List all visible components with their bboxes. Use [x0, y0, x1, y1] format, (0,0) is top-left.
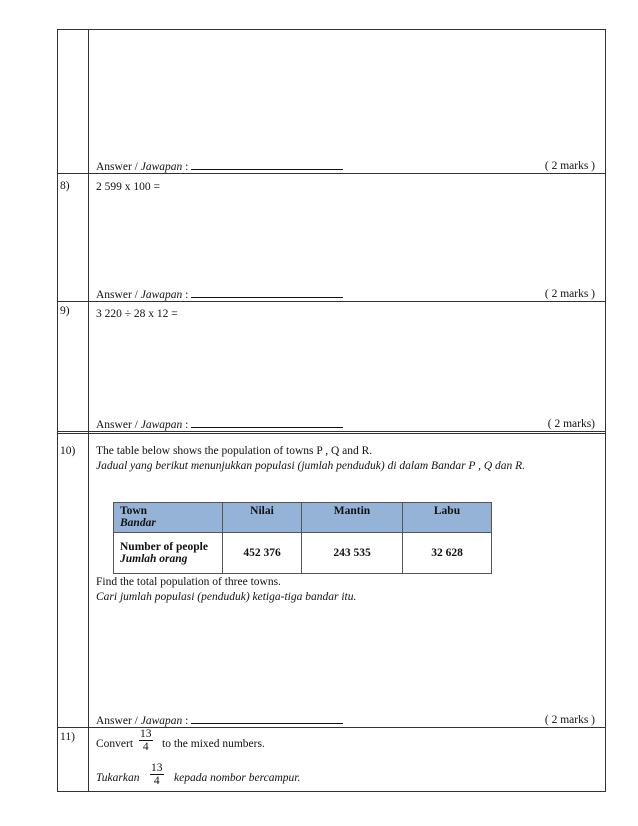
q10-answer-line: Answer / Jawapan : — [96, 714, 343, 727]
q11-convert-pre: Convert — [96, 738, 134, 750]
q9-answer-blank[interactable] — [191, 418, 343, 428]
q10-answer-blank[interactable] — [191, 714, 343, 724]
value-nilai: 452 376 — [223, 533, 302, 574]
q9-number: 9) — [60, 305, 70, 317]
q11-ms-pre: Tukarkan — [96, 772, 140, 784]
q7-answer-blank[interactable] — [191, 160, 343, 170]
people-label-cell: Number of people Jumlah orang — [114, 533, 223, 574]
q9-marks: ( 2 marks) — [547, 418, 595, 430]
col-header-labu: Labu — [403, 503, 492, 533]
value-labu: 32 628 — [403, 533, 492, 574]
town-header-cell: Town Bandar — [114, 503, 223, 533]
q11-convert-post: to the mixed numbers. — [162, 738, 265, 750]
col-header-nilai: Nilai — [223, 503, 302, 533]
q8-marks: ( 2 marks ) — [544, 288, 595, 300]
row-divider — [58, 301, 605, 302]
q10-intro-en: The table below shows the population of towns P , Q and R. — [96, 445, 373, 457]
q10-task-ms: Cari jumlah populasi (penduduk) ketiga-tiga bandar itu. — [96, 591, 357, 603]
q10-marks: ( 2 marks ) — [544, 714, 595, 726]
q9-expression: 3 220 ÷ 28 x 12 = — [96, 308, 178, 320]
q11-fraction: $\frac{13}{4}$ — [140, 728, 152, 753]
value-mantin: 243 535 — [302, 533, 403, 574]
number-column-divider — [88, 30, 89, 791]
row-divider — [58, 173, 605, 174]
q7-answer-line: Answer / Jawapan : — [96, 160, 343, 173]
q10-intro-ms: Jadual yang berikut menunjukkan populasi (jumlah penduduk) di dalam Bandar P , Q dan R. — [96, 460, 526, 472]
q7-marks: ( 2 marks ) — [544, 160, 595, 172]
table-header-row — [114, 503, 492, 533]
q11-number: 11) — [60, 731, 75, 743]
q8-answer-blank[interactable] — [191, 288, 343, 298]
q9-answer-line: Answer / Jawapan : — [96, 418, 343, 431]
col-header-mantin: Mantin — [302, 503, 403, 533]
population-table — [113, 502, 492, 574]
row-divider — [58, 431, 605, 434]
q8-number: 8) — [60, 180, 70, 192]
q11-fraction-ms: $\frac{13}{4}$ — [151, 762, 163, 787]
q11-ms-post: kepada nombor bercampur. — [174, 772, 301, 784]
q10-task-en: Find the total population of three towns. — [96, 576, 281, 588]
q8-expression: 2 599 x 100 = — [96, 181, 160, 193]
table-row — [114, 533, 492, 574]
q8-answer-line: Answer / Jawapan : — [96, 288, 343, 301]
q10-number: 10) — [60, 445, 76, 457]
worksheet-frame — [57, 29, 606, 792]
